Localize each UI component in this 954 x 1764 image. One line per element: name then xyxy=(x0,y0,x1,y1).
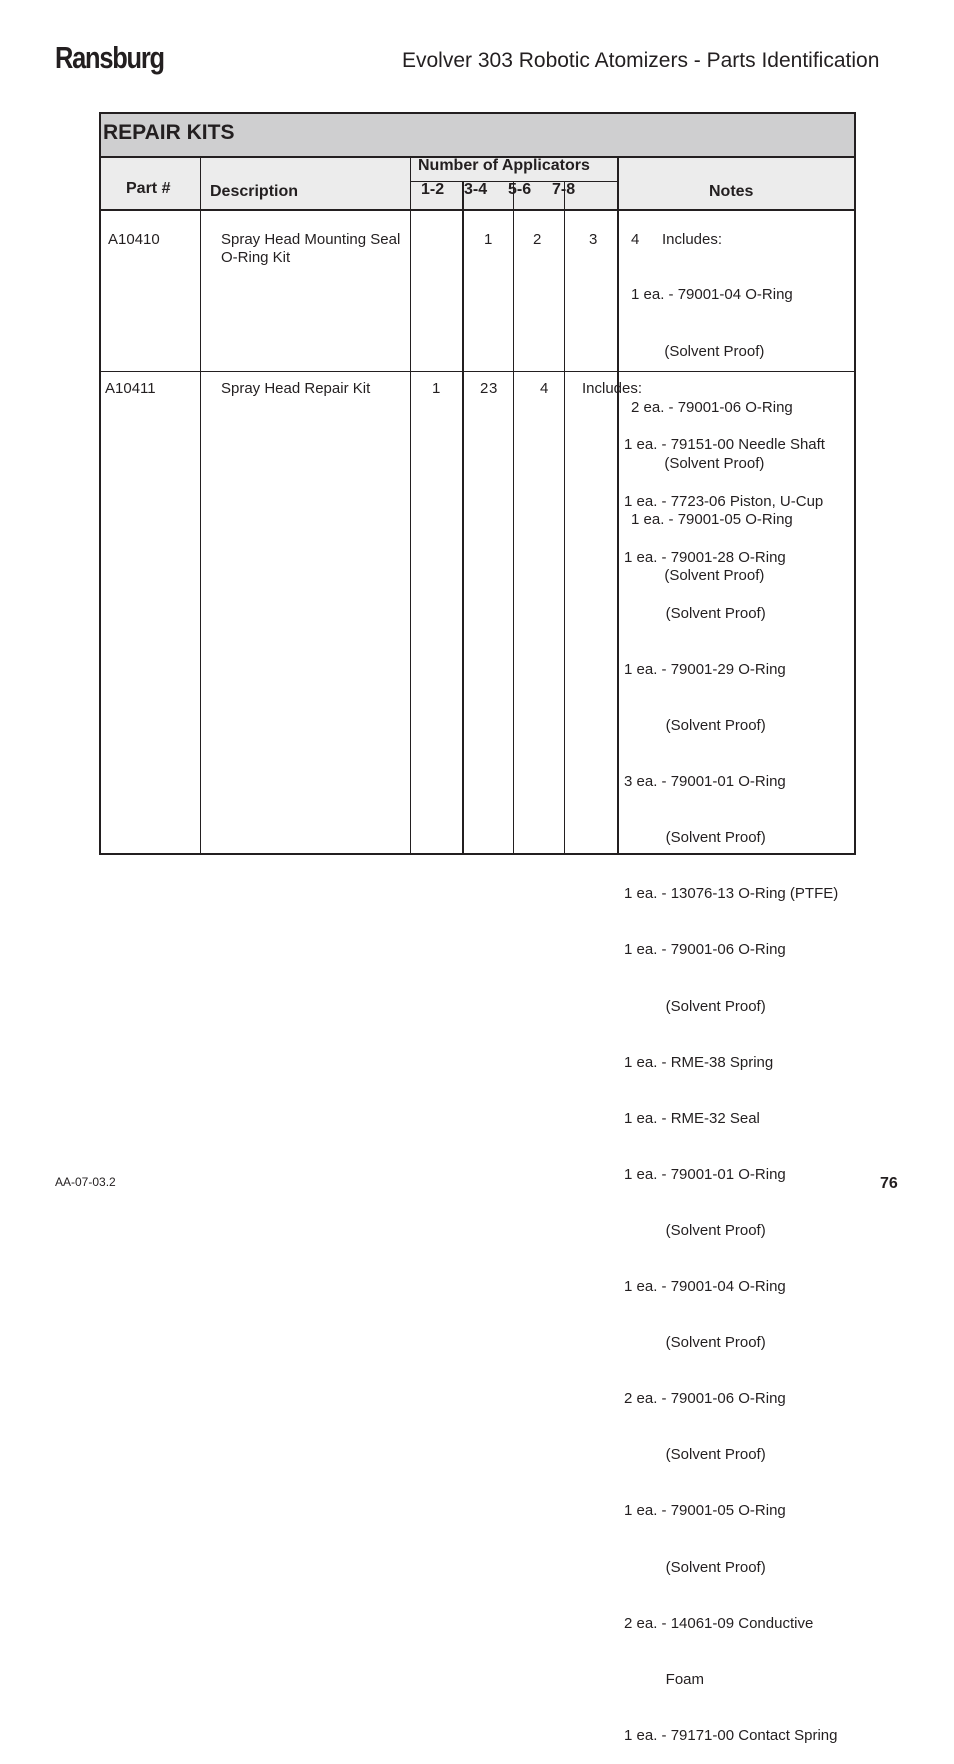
note-line: 1 ea. - 79001-06 O-Ring xyxy=(624,941,786,959)
col-header-description: Description xyxy=(210,183,299,200)
note-line: (Solvent Proof) xyxy=(624,1558,766,1576)
document-code: AA-07-03.2 xyxy=(55,1175,116,1189)
col-divider-app2 xyxy=(513,182,514,855)
note-line: 1 ea. - 79001-04 O-Ring xyxy=(624,1278,786,1296)
col-divider-desc xyxy=(410,158,411,855)
note-line: 1 ea. - 79001-04 O-Ring xyxy=(631,286,793,304)
note-line: 1 ea. - 7723-06 Piston, U-Cup xyxy=(624,492,824,510)
col-header-applicators: Number of Applicators xyxy=(418,157,590,174)
row2-count-app-3: 3 xyxy=(489,380,498,397)
note-line: (Solvent Proof) xyxy=(624,1334,766,1352)
row1-count-app-3: 3 xyxy=(589,231,598,248)
note-line: 1 ea. - RME-32 Seal xyxy=(624,1109,760,1127)
note-line: 1 ea. - 13076-13 O-Ring (PTFE) xyxy=(624,885,839,903)
note-line: Foam xyxy=(624,1670,705,1688)
note-line: 2 ea. - 14061-09 Conductive xyxy=(624,1614,814,1632)
page-title: Evolver 303 Robotic Atomizers - Parts Identification xyxy=(402,49,880,72)
row2-notes-heading: Includes: xyxy=(582,380,643,397)
row2-count-app-1: 1 xyxy=(432,380,441,397)
row1-description-line2: O-Ring Kit xyxy=(221,249,291,266)
row1-part-number: A10410 xyxy=(108,231,160,248)
note-line: (Solvent Proof) xyxy=(631,342,765,360)
note-line: 1 ea. - 79171-00 Contact Spring xyxy=(624,1726,838,1744)
brand-logo: Ransburg xyxy=(55,40,164,75)
note-line: 1 ea. - 79151-00 Needle Shaft xyxy=(624,436,825,454)
note-line: 1 ea. - 79001-05 O-Ring xyxy=(624,1502,786,1520)
col-header-app-3-4: 3-4 xyxy=(464,181,488,198)
note-line: (Solvent Proof) xyxy=(631,566,765,584)
column-header-rule xyxy=(99,209,856,211)
row1-count-app-2: 2 xyxy=(533,231,542,248)
row2-count-app-2: 2 xyxy=(480,380,489,397)
note-line: (Solvent Proof) xyxy=(624,604,766,622)
note-line: 1 ea. - 79001-29 O-Ring xyxy=(624,660,786,678)
col-header-notes: Notes xyxy=(709,183,754,200)
section-title: REPAIR KITS xyxy=(103,121,235,144)
col-divider-notes xyxy=(617,158,619,855)
row2-description-line1: Spray Head Repair Kit xyxy=(221,380,371,397)
note-line: (Solvent Proof) xyxy=(624,829,766,847)
col-divider-app3 xyxy=(564,182,565,855)
note-line: 3 ea. - 79001-01 O-Ring xyxy=(624,773,786,791)
note-line: (Solvent Proof) xyxy=(624,1446,766,1464)
row1-notes-heading: Includes: xyxy=(662,231,723,248)
row2-notes-list xyxy=(624,399,838,1764)
col-header-part: Part # xyxy=(126,180,171,197)
row2-count-app-4: 4 xyxy=(540,380,549,397)
page-number: 76 xyxy=(880,1175,898,1192)
col-header-app-1-2: 1-2 xyxy=(421,181,445,198)
col-header-app-7-8: 7-8 xyxy=(552,181,576,198)
note-line: 1 ea. - 79001-28 O-Ring xyxy=(624,548,786,566)
row1-count-app-4: 4 xyxy=(631,231,640,248)
note-line: (Solvent Proof) xyxy=(631,454,765,472)
note-line: 1 ea. - 79001-01 O-Ring xyxy=(624,1165,786,1183)
row2-part-number: A10411 xyxy=(105,380,156,397)
note-line: 1 ea. - 79001-05 O-Ring xyxy=(631,510,793,528)
note-line: (Solvent Proof) xyxy=(624,716,766,734)
col-header-app-5-6: 5-6 xyxy=(508,181,532,198)
row1-description-line1: Spray Head Mounting Seal xyxy=(221,231,401,248)
note-line: 1 ea. - RME-38 Spring xyxy=(624,1053,774,1071)
note-line: (Solvent Proof) xyxy=(624,997,766,1015)
note-line: 2 ea. - 79001-06 O-Ring xyxy=(624,1390,786,1408)
col-divider-part xyxy=(200,158,201,855)
row1-count-app-1: 1 xyxy=(484,231,493,248)
col-divider-app1 xyxy=(462,182,464,855)
note-line: (Solvent Proof) xyxy=(624,1221,766,1239)
note-line: 2 ea. - 79001-06 O-Ring xyxy=(631,398,793,416)
